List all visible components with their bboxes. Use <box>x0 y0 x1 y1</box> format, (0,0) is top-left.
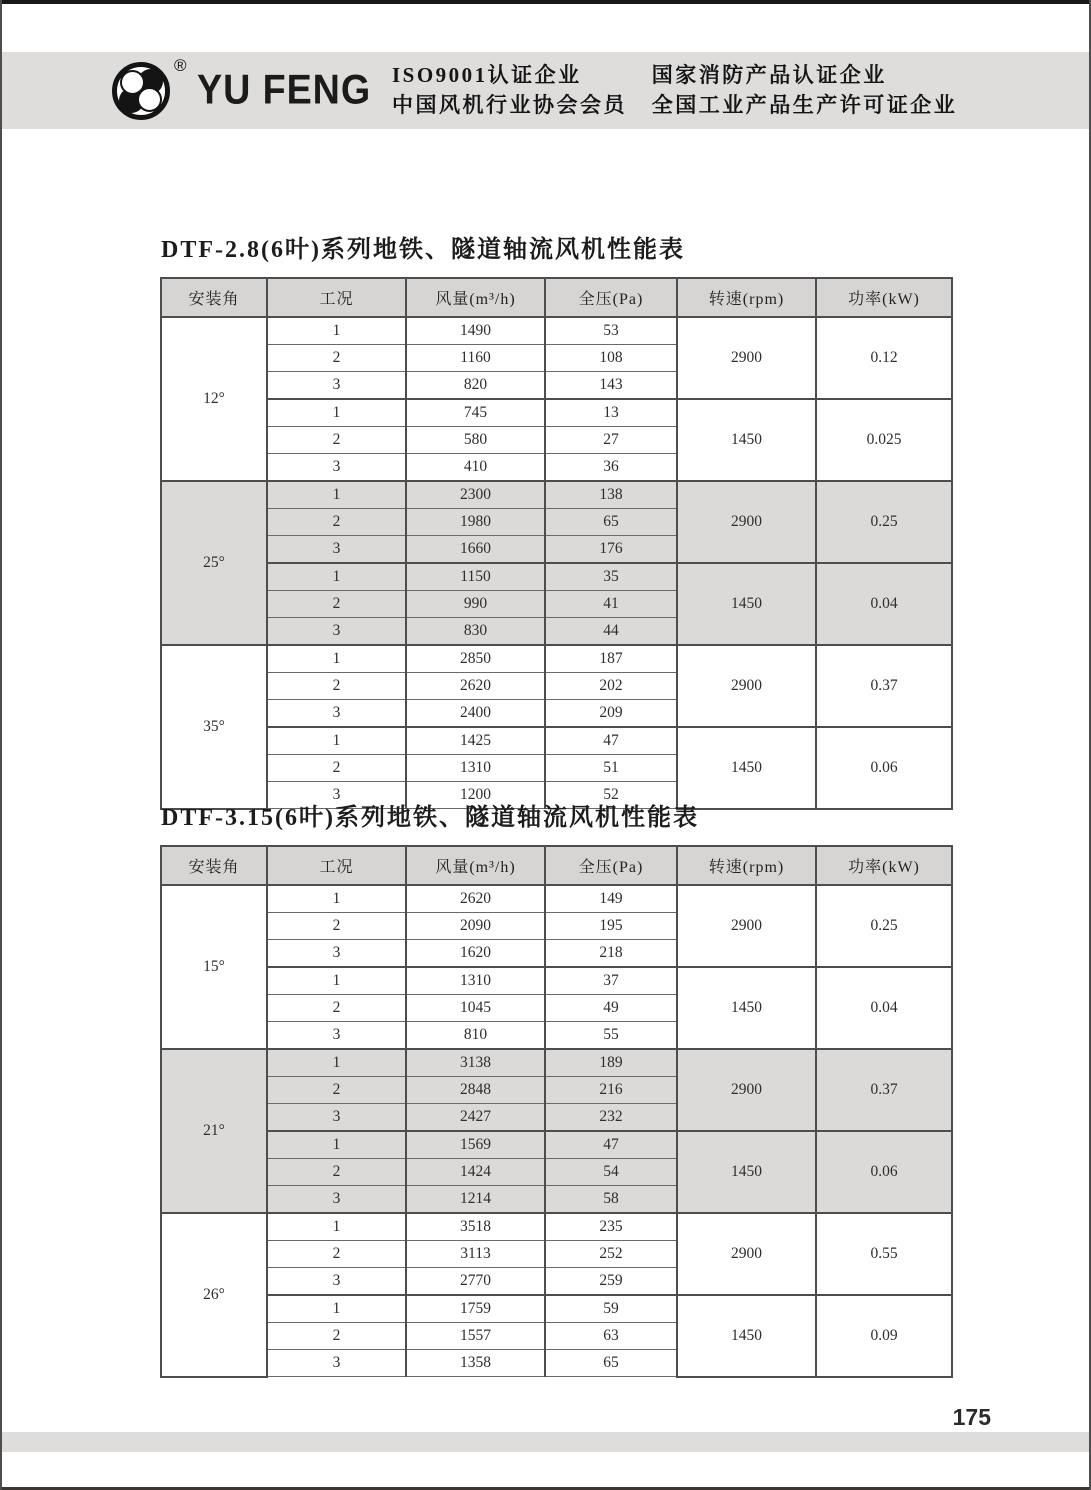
flow-cell: 745 <box>406 399 545 427</box>
flow-cell: 1045 <box>406 995 545 1022</box>
flow-cell: 1310 <box>406 967 545 995</box>
angle-cell: 35° <box>161 645 267 809</box>
pressure-cell: 216 <box>545 1077 677 1104</box>
flow-cell: 810 <box>406 1022 545 1050</box>
pressure-cell: 252 <box>545 1241 677 1268</box>
top-border-bar <box>0 0 1091 4</box>
column-header: 功率(kW) <box>816 846 952 885</box>
pressure-cell: 36 <box>545 454 677 482</box>
condition-cell: 2 <box>267 1323 406 1350</box>
table-title-dtf-2-8: DTF-2.8(6叶)系列地铁、隧道轴流风机性能表 <box>161 237 685 263</box>
pressure-cell: 49 <box>545 995 677 1022</box>
condition-cell: 3 <box>267 940 406 968</box>
rpm-cell: 1450 <box>677 1131 816 1213</box>
angle-cell: 15° <box>161 885 267 1049</box>
flow-cell: 3113 <box>406 1241 545 1268</box>
pressure-cell: 58 <box>545 1186 677 1214</box>
pressure-cell: 54 <box>545 1159 677 1186</box>
certification-item: 中国风机行业协会会员 <box>392 93 627 117</box>
certification-item: ISO9001认证企业 <box>392 63 582 87</box>
flow-cell: 1214 <box>406 1186 545 1214</box>
pressure-cell: 27 <box>545 427 677 454</box>
rpm-cell: 2900 <box>677 1049 816 1131</box>
pressure-cell: 235 <box>545 1213 677 1241</box>
column-header: 安装角 <box>161 846 267 885</box>
rpm-cell: 1450 <box>677 727 816 809</box>
condition-cell: 3 <box>267 372 406 400</box>
column-header: 风量(m³/h) <box>406 278 545 317</box>
flow-cell: 1557 <box>406 1323 545 1350</box>
flow-cell: 410 <box>406 454 545 482</box>
flow-cell: 580 <box>406 427 545 454</box>
condition-cell: 1 <box>267 1295 406 1323</box>
pressure-cell: 138 <box>545 481 677 509</box>
pressure-cell: 37 <box>545 967 677 995</box>
power-cell: 0.12 <box>816 317 952 399</box>
pressure-cell: 202 <box>545 673 677 700</box>
pressure-cell: 108 <box>545 345 677 372</box>
condition-cell: 1 <box>267 1213 406 1241</box>
condition-cell: 2 <box>267 1077 406 1104</box>
flow-cell: 2090 <box>406 913 545 940</box>
column-header: 工况 <box>267 846 406 885</box>
flow-cell: 2427 <box>406 1104 545 1132</box>
power-cell: 0.09 <box>816 1295 952 1377</box>
pressure-cell: 51 <box>545 755 677 782</box>
condition-cell: 2 <box>267 1241 406 1268</box>
flow-cell: 1425 <box>406 727 545 755</box>
flow-cell: 830 <box>406 618 545 646</box>
condition-cell: 2 <box>267 591 406 618</box>
pressure-cell: 218 <box>545 940 677 968</box>
power-cell: 0.37 <box>816 1049 952 1131</box>
power-cell: 0.06 <box>816 727 952 809</box>
registered-trademark: ® <box>174 56 187 75</box>
condition-cell: 2 <box>267 755 406 782</box>
flow-cell: 2620 <box>406 885 545 913</box>
power-cell: 0.37 <box>816 645 952 727</box>
pressure-cell: 47 <box>545 727 677 755</box>
flow-cell: 1310 <box>406 755 545 782</box>
flow-cell: 1160 <box>406 345 545 372</box>
power-cell: 0.04 <box>816 563 952 645</box>
certification-line <box>392 60 957 90</box>
condition-cell: 2 <box>267 1159 406 1186</box>
condition-cell: 1 <box>267 481 406 509</box>
page-number: 175 <box>952 1404 991 1430</box>
column-header: 转速(rpm) <box>677 846 816 885</box>
fan-lobe-icon <box>137 87 162 112</box>
pressure-cell: 44 <box>545 618 677 646</box>
power-cell: 0.55 <box>816 1213 952 1295</box>
column-header: 安装角 <box>161 278 267 317</box>
flow-cell: 1150 <box>406 563 545 591</box>
flow-cell: 1424 <box>406 1159 545 1186</box>
angle-cell: 25° <box>161 481 267 645</box>
condition-cell: 1 <box>267 967 406 995</box>
power-cell: 0.04 <box>816 967 952 1049</box>
pressure-cell: 47 <box>545 1131 677 1159</box>
table-title-dtf-3-15: DTF-3.15(6叶)系列地铁、隧道轴流风机性能表 <box>161 805 699 831</box>
rpm-cell: 1450 <box>677 563 816 645</box>
brand-name: YU FENG <box>197 66 372 113</box>
pressure-cell: 59 <box>545 1295 677 1323</box>
pressure-cell: 53 <box>545 317 677 345</box>
flow-cell: 3138 <box>406 1049 545 1077</box>
footer-bar <box>2 1432 1089 1452</box>
flow-cell: 2850 <box>406 645 545 673</box>
flow-cell: 990 <box>406 591 545 618</box>
column-header: 转速(rpm) <box>677 278 816 317</box>
rpm-cell: 1450 <box>677 967 816 1049</box>
pressure-cell: 52 <box>545 782 677 809</box>
rpm-cell: 2900 <box>677 645 816 727</box>
pressure-cell: 35 <box>545 563 677 591</box>
condition-cell: 3 <box>267 618 406 646</box>
rpm-cell: 1450 <box>677 399 816 481</box>
flow-cell: 1200 <box>406 782 545 809</box>
power-cell: 0.025 <box>816 399 952 481</box>
flow-cell: 1358 <box>406 1350 545 1377</box>
condition-cell: 2 <box>267 427 406 454</box>
certification-item: 国家消防产品认证企业 <box>651 63 887 87</box>
flow-cell: 1620 <box>406 940 545 968</box>
rpm-cell: 2900 <box>677 885 816 967</box>
condition-cell: 3 <box>267 782 406 809</box>
certification-item: 全国工业产品生产许可证企业 <box>651 93 958 117</box>
column-header: 全压(Pa) <box>545 278 677 317</box>
flow-cell: 2400 <box>406 700 545 728</box>
condition-cell: 1 <box>267 727 406 755</box>
condition-cell: 2 <box>267 509 406 536</box>
header-band <box>2 52 1089 129</box>
certification-line <box>392 90 957 120</box>
rpm-cell: 2900 <box>677 1213 816 1295</box>
flow-cell: 2848 <box>406 1077 545 1104</box>
condition-cell: 1 <box>267 399 406 427</box>
condition-cell: 3 <box>267 1268 406 1296</box>
condition-cell: 3 <box>267 1350 406 1377</box>
angle-cell: 26° <box>161 1213 267 1377</box>
power-cell: 0.25 <box>816 481 952 563</box>
pressure-cell: 55 <box>545 1022 677 1050</box>
pressure-cell: 65 <box>545 1350 677 1377</box>
flow-cell: 820 <box>406 372 545 400</box>
column-header: 风量(m³/h) <box>406 846 545 885</box>
column-header: 功率(kW) <box>816 278 952 317</box>
condition-cell: 3 <box>267 1186 406 1214</box>
rpm-cell: 1450 <box>677 1295 816 1377</box>
condition-cell: 3 <box>267 700 406 728</box>
certification-text <box>392 60 957 120</box>
condition-cell: 2 <box>267 995 406 1022</box>
flow-cell: 2620 <box>406 673 545 700</box>
condition-cell: 3 <box>267 1104 406 1132</box>
angle-cell: 12° <box>161 317 267 481</box>
flow-cell: 1759 <box>406 1295 545 1323</box>
flow-cell: 2300 <box>406 481 545 509</box>
condition-cell: 3 <box>267 536 406 564</box>
condition-cell: 1 <box>267 563 406 591</box>
flow-cell: 2770 <box>406 1268 545 1296</box>
pressure-cell: 259 <box>545 1268 677 1296</box>
fan-logo-icon <box>112 62 170 120</box>
pressure-cell: 232 <box>545 1104 677 1132</box>
condition-cell: 1 <box>267 645 406 673</box>
pressure-cell: 176 <box>545 536 677 564</box>
rpm-cell: 2900 <box>677 481 816 563</box>
condition-cell: 1 <box>267 885 406 913</box>
pressure-cell: 187 <box>545 645 677 673</box>
pressure-cell: 13 <box>545 399 677 427</box>
performance-table-dtf-3-15 <box>160 845 953 1378</box>
condition-cell: 1 <box>267 317 406 345</box>
power-cell: 0.06 <box>816 1131 952 1213</box>
pressure-cell: 65 <box>545 509 677 536</box>
performance-table-dtf-2-8 <box>160 277 953 810</box>
condition-cell: 3 <box>267 454 406 482</box>
condition-cell: 1 <box>267 1049 406 1077</box>
condition-cell: 2 <box>267 913 406 940</box>
angle-cell: 21° <box>161 1049 267 1213</box>
flow-cell: 1980 <box>406 509 545 536</box>
pressure-cell: 149 <box>545 885 677 913</box>
power-cell: 0.25 <box>816 885 952 967</box>
flow-cell: 1569 <box>406 1131 545 1159</box>
pressure-cell: 41 <box>545 591 677 618</box>
flow-cell: 1660 <box>406 536 545 564</box>
column-header: 全压(Pa) <box>545 846 677 885</box>
pressure-cell: 209 <box>545 700 677 728</box>
rpm-cell: 2900 <box>677 317 816 399</box>
condition-cell: 2 <box>267 673 406 700</box>
pressure-cell: 189 <box>545 1049 677 1077</box>
column-header: 工况 <box>267 278 406 317</box>
condition-cell: 3 <box>267 1022 406 1050</box>
pressure-cell: 143 <box>545 372 677 400</box>
condition-cell: 1 <box>267 1131 406 1159</box>
flow-cell: 3518 <box>406 1213 545 1241</box>
flow-cell: 1490 <box>406 317 545 345</box>
condition-cell: 2 <box>267 345 406 372</box>
pressure-cell: 195 <box>545 913 677 940</box>
pressure-cell: 63 <box>545 1323 677 1350</box>
